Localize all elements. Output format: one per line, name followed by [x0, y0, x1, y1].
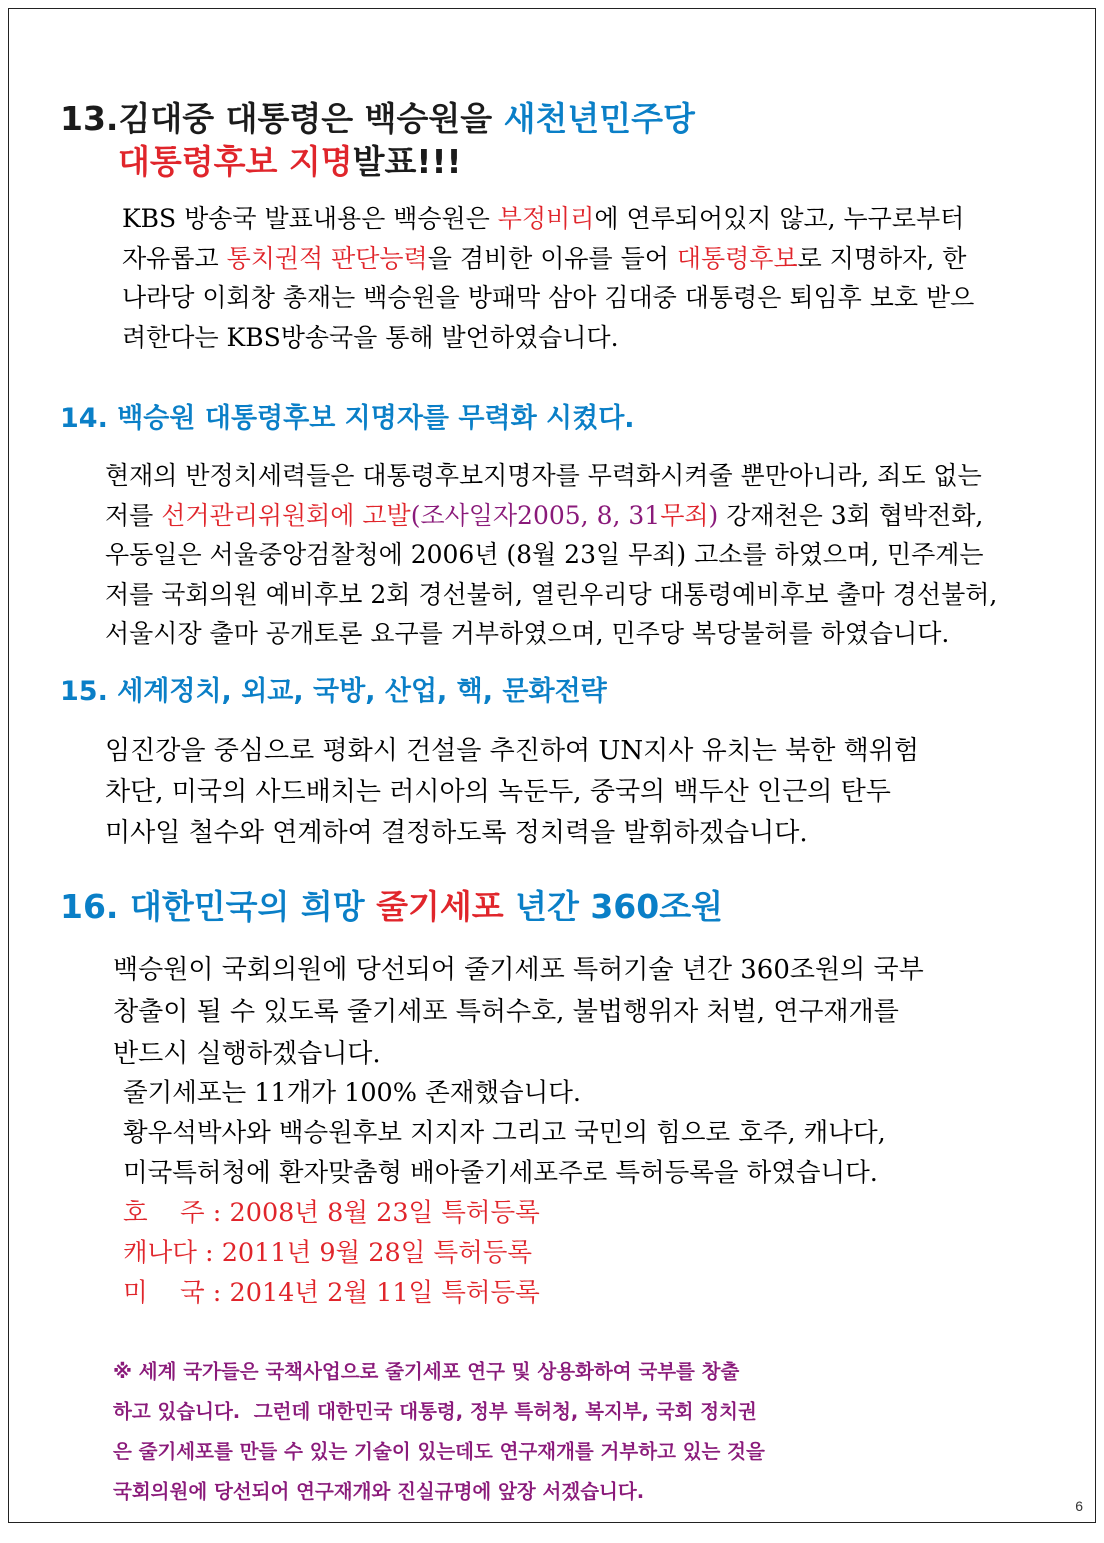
section-16-body [113, 949, 924, 1075]
closing-note [113, 1352, 765, 1512]
note-line-1: ※ 세계 국가들은 국책사업으로 줄기세포 연구 및 상용화하여 국부를 창출 [113, 1360, 740, 1383]
section-14-line-1: 현재의 반정치세력들은 대통령후보지명자를 무력화시켜줄 뿐만아니라, 죄도 없는 [105, 461, 982, 490]
section-16-title-part1: 16. 대한민국의 희망 [60, 887, 377, 926]
section-16-line-1: 백승원이 국회의원에 당선되어 줄기세포 특허기술 년간 360조원의 국부 [113, 955, 924, 985]
text: KBS 방송국 발표내용은 백승원은 [122, 204, 498, 233]
section-16-line-3: 반드시 실행하겠습니다. [113, 1039, 381, 1069]
note-line-2: 하고 있습니다. 그런데 대한민국 대통령, 정부 특허청, 복지부, 국회 정치권 [113, 1400, 757, 1423]
section-13-line-4: 려한다는 KBS방송국을 통해 발언하였습니다. [122, 322, 619, 352]
section-15-line-1: 임진강을 중심으로 평화시 건설을 추진하여 UN지사 유치는 북한 핵위험 [105, 736, 920, 766]
section-16-stemcell-facts [123, 1073, 886, 1313]
section-13-title-line2 [118, 140, 462, 184]
page-number: 6 [1075, 1498, 1083, 1514]
text: 을 겸비한 이유를 들어 [427, 243, 677, 273]
text: 강재천은 3회 협박전화, [718, 500, 984, 530]
highlight-election-committee: 선거관리위원회에 고발 [161, 500, 411, 530]
patent-canada: 캐나다 : 2011년 9월 28일 특허등록 [123, 1238, 533, 1268]
section-15-body [105, 731, 919, 854]
section-16-line-4: 줄기세포는 11개가 100% 존재했습니다. [123, 1078, 582, 1108]
section-13-line-2 [122, 239, 974, 279]
text: ) [708, 500, 719, 530]
section-13-line-1 [122, 199, 974, 239]
section-15-line-3: 미사일 철수와 연계하여 결정하도록 정치력을 발휘하겠습니다. [105, 818, 808, 848]
note-line-3: 은 줄기세포를 만들 수 있는 기술이 있는데도 연구재개를 거부하고 있는 것을 [113, 1440, 765, 1463]
section-13-title-party: 새천년민주당 [503, 99, 695, 138]
section-13-title [60, 97, 695, 141]
section-16-title-stemcell: 줄기세포 [376, 887, 504, 926]
highlight-investigation-date: (조사일자2005, 8, 31 [410, 500, 661, 530]
section-14-line-2 [105, 496, 997, 536]
section-13-title-part1: 13.김대중 대통령은 백승원을 [60, 99, 504, 138]
section-16-line-2: 창출이 될 수 있도록 줄기세포 특허수호, 불법행위자 처벌, 연구재개를 [113, 997, 899, 1027]
highlight-corruption: 부정비리 [497, 204, 595, 233]
section-14-body [105, 456, 997, 654]
section-16-title-part2: 년간 360조원 [503, 887, 723, 926]
text: 저를 [105, 500, 162, 530]
text: 로 지명하자, 한 [797, 243, 967, 273]
patent-usa: 미 국 : 2014년 2월 11일 특허등록 [123, 1278, 540, 1308]
section-13-line-3: 나라당 이회창 총재는 백승원을 방패막 삼아 김대중 대통령은 퇴임후 보호 받으 [122, 283, 975, 312]
section-16-title [60, 885, 723, 929]
section-14-line-3: 우동일은 서울중앙검찰청에 2006년 (8월 23일 무죄) 고소를 하였으며, 민주계는 [105, 540, 984, 569]
section-13-body [122, 199, 974, 357]
section-15-title: 15. 세계정치, 외교, 국방, 산업, 핵, 문화전략 [60, 676, 607, 707]
section-13-title-nomination: 대통령후보 지명 [118, 142, 353, 181]
section-16-line-6: 미국특허청에 환자맞춤형 배아줄기세포주로 특허등록을 하였습니다. [123, 1158, 878, 1188]
highlight-judgement: 통치권적 판단능력 [226, 243, 428, 273]
section-14-line-5: 서울시장 출마 공개토론 요구를 거부하였으며, 민주당 복당불허를 하였습니다. [105, 619, 950, 648]
text: 자유롭고 [122, 243, 227, 273]
section-13-title-announce: 발표!!! [352, 142, 462, 181]
section-14-line-4: 저를 국회의원 예비후보 2회 경선불허, 열린우리당 대통령예비후보 출마 경선불허, [105, 579, 998, 609]
section-15-line-2: 차단, 미국의 사드배치는 러시아의 녹둔두, 중국의 백두산 인근의 탄두 [105, 777, 891, 807]
patent-australia: 호 주 : 2008년 8월 23일 특허등록 [123, 1198, 540, 1228]
highlight-candidate: 대통령후보 [676, 243, 798, 273]
text: 에 연루되어있지 않고, 누구로부터 [594, 204, 965, 233]
highlight-not-guilty: 무죄 [660, 500, 709, 530]
document-page [8, 8, 1096, 1523]
note-line-4: 국회의원에 당선되어 연구재개와 진실규명에 앞장 서겠습니다. [113, 1480, 645, 1503]
section-14-title: 14. 백승원 대통령후보 지명자를 무력화 시켰다. [60, 403, 635, 434]
section-16-line-5: 황우석박사와 백승원후보 지지자 그리고 국민의 힘으로 호주, 캐나다, [123, 1118, 886, 1148]
